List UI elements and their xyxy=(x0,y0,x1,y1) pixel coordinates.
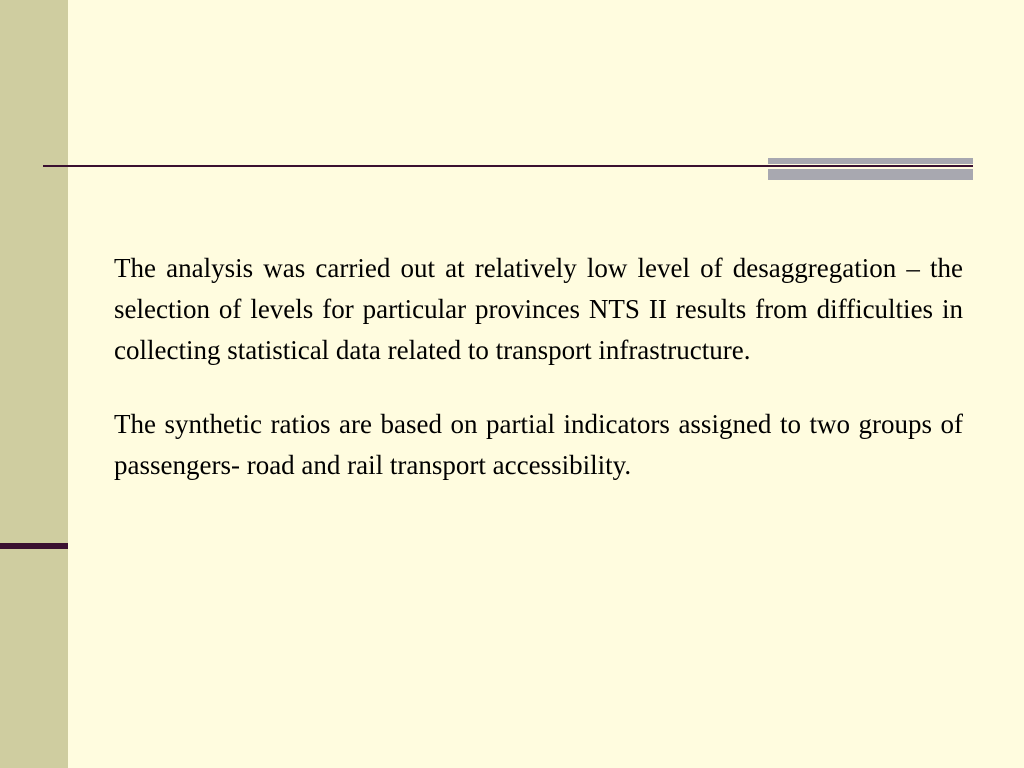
rule-accent-lower xyxy=(768,169,973,180)
slide-body xyxy=(114,248,963,486)
side-accent-bar xyxy=(0,543,68,549)
rule-accent-upper xyxy=(768,158,973,164)
side-band xyxy=(0,0,68,768)
body-paragraph-1: The analysis was carried out at relatively low level of desaggregation – the selection of levels for particular provinces NTS II results from difficulties in collecting statistical data related to transport infrastructure. xyxy=(114,253,963,365)
title-rule xyxy=(43,165,973,167)
body-paragraph-2: The synthetic ratios are based on partial indicators assigned to two groups of passengers- road and rail transport accessibility. xyxy=(114,409,963,480)
